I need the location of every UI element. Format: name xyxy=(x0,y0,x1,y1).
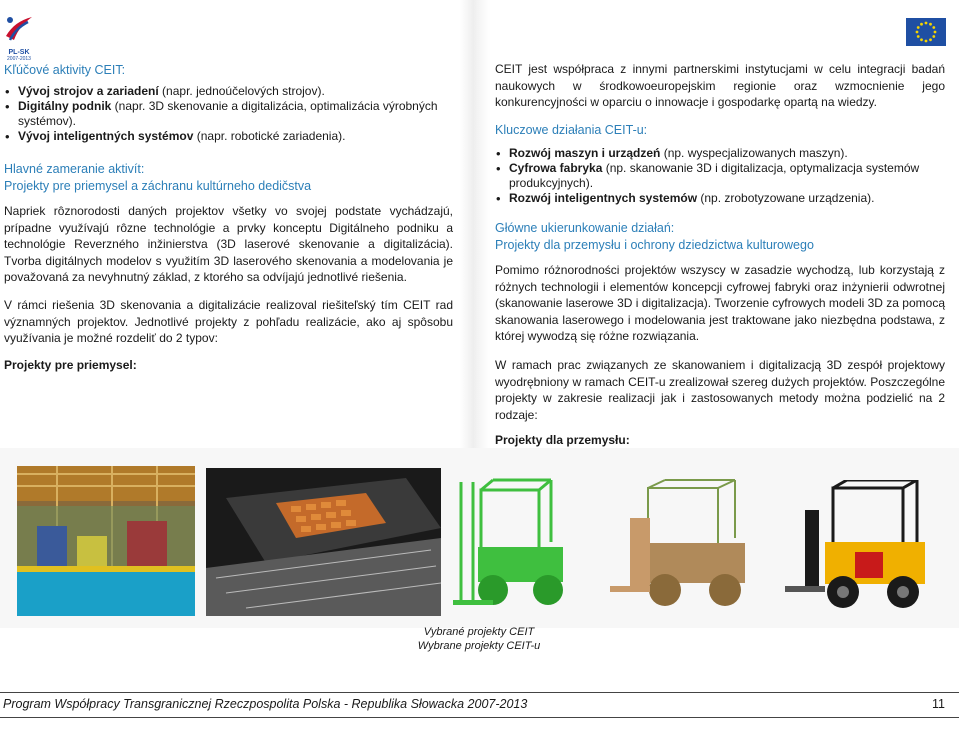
cad-scan-image xyxy=(206,468,441,616)
list-item: • Rozwój maszyn i urządzeń (np. wyspecjalizowanych maszyn). xyxy=(495,146,945,161)
focus-subtitle: Projekty dla przemysłu i ochrony dziedzictwa kulturowego xyxy=(495,238,814,252)
projects-heading: Projekty dla przemysłu: xyxy=(495,433,630,447)
key-activities-title: Kluczowe działania CEIT-u: xyxy=(495,123,648,137)
list-item: • Vývoj strojov a zariadení (napr. jednoúčelových strojov). xyxy=(4,84,456,99)
focus-title: Główne ukierunkowanie działań: xyxy=(495,221,675,235)
logo-years: 2007-2013 xyxy=(7,56,31,62)
key-activities-list xyxy=(495,146,945,206)
page-number: 11 xyxy=(932,697,945,711)
key-activities-list xyxy=(4,84,456,144)
logo-swoosh-icon xyxy=(2,14,36,44)
eu-flag xyxy=(906,18,946,46)
focus-title: Hlavné zameranie aktivít: xyxy=(4,162,145,176)
focus-subtitle: Projekty pre priemysel a záchranu kultúrneho dedičstva xyxy=(4,179,312,193)
paragraph: V rámci riešenia 3D skenovania a digitalizácie realizoval riešiteľský tím CEIT rad významných projektov. Jednotlivé projekty z pohľadu realizácie, ako aj spôsobu využívania je možné rozdeliť do 2 typov: xyxy=(4,298,453,345)
forklift-scan-image xyxy=(610,478,768,624)
forklift-render-image xyxy=(785,480,945,626)
projects-heading: Projekty pre priemysel: xyxy=(4,358,137,372)
footer-program-text: Program Współpracy Transgranicznej Rzeczpospolita Polska - Republika Słowacka 2007-2013 xyxy=(3,697,528,711)
caption-pl: Wybrane projekty CEIT-u xyxy=(417,640,541,652)
logo-text: PL-SK xyxy=(8,49,30,56)
factory-scan-image xyxy=(17,466,195,616)
paragraph: Napriek rôznorodosti daných projektov všetky vo svojej podstate vychádzajú, prípadne využívajú rôzne technológie a prvky konceptu Digitálneho podniku a technológie Reverzného inžinierstva (3D laserové skenovanie a digitalizácia). Tvorba digitálnych modelov s využitím 3D laserového skenovania a modelovania je považovaná za nevyhnutný základ, z ktorého sa odvíjajú jednotlivé riešenia. xyxy=(4,204,453,284)
list-item: • Rozwój inteligentnych systemów (np. zrobotyzowane urządzenia). xyxy=(495,191,945,206)
paragraph: Pomimo różnorodności projektów wszyscy w zasadzie wychodzą, lub korzystają z różnych technologii i elementów koncepcji cyfrowej fabryki oraz inżynierii odwrotnej (skanowanie laserowe 3D i digitalizacja). Tworzenie cyfrowych modeli 3D za pomocą skanowania laserowego i modelowania jest traktowane jako niezbędna podstawa, z której wywodzą się różne rozwiązania. xyxy=(495,263,945,343)
forklift-green-model-image xyxy=(453,472,591,624)
paragraph: W ramach prac związanych ze skanowaniem i digitalizacją 3D zespół projektowy wyodrębniony w ramach CEIT-u zrealizował szereg dużych projektów. Poszczególne projekty w zakresie realizacji jak i zastosowanych metody można podzielić na 2 rodzaje: xyxy=(495,358,945,422)
caption-sk: Vybrané projekty CEIT xyxy=(423,626,535,638)
key-activities-title: Kľúčové aktivity CEIT: xyxy=(4,63,126,77)
list-item: • Digitálny podnik (napr. 3D skenovanie a digitalizácia, optimalizácia výrobných systémov). xyxy=(4,99,456,129)
pl-sk-logo xyxy=(2,14,36,62)
page-footer xyxy=(0,692,959,718)
list-item: • Cyfrowa fabryka (np. skanowanie 3D i digitalizacja, optymalizacja systemów produkcyjnych). xyxy=(495,161,945,191)
eu-stars-icon xyxy=(906,18,946,46)
paragraph: CEIT jest współpraca z innymi partnerskimi instytucjami w celu integracji badań naukowych w środkowoeuropejskim regionie oraz wzmocnienie jego konkurencyjności w oparciu o innowacje i gospodarkę opartą na wiedzy. xyxy=(495,62,945,109)
list-item: • Vývoj inteligentných systémov (napr. robotické zariadenia). xyxy=(4,129,456,144)
